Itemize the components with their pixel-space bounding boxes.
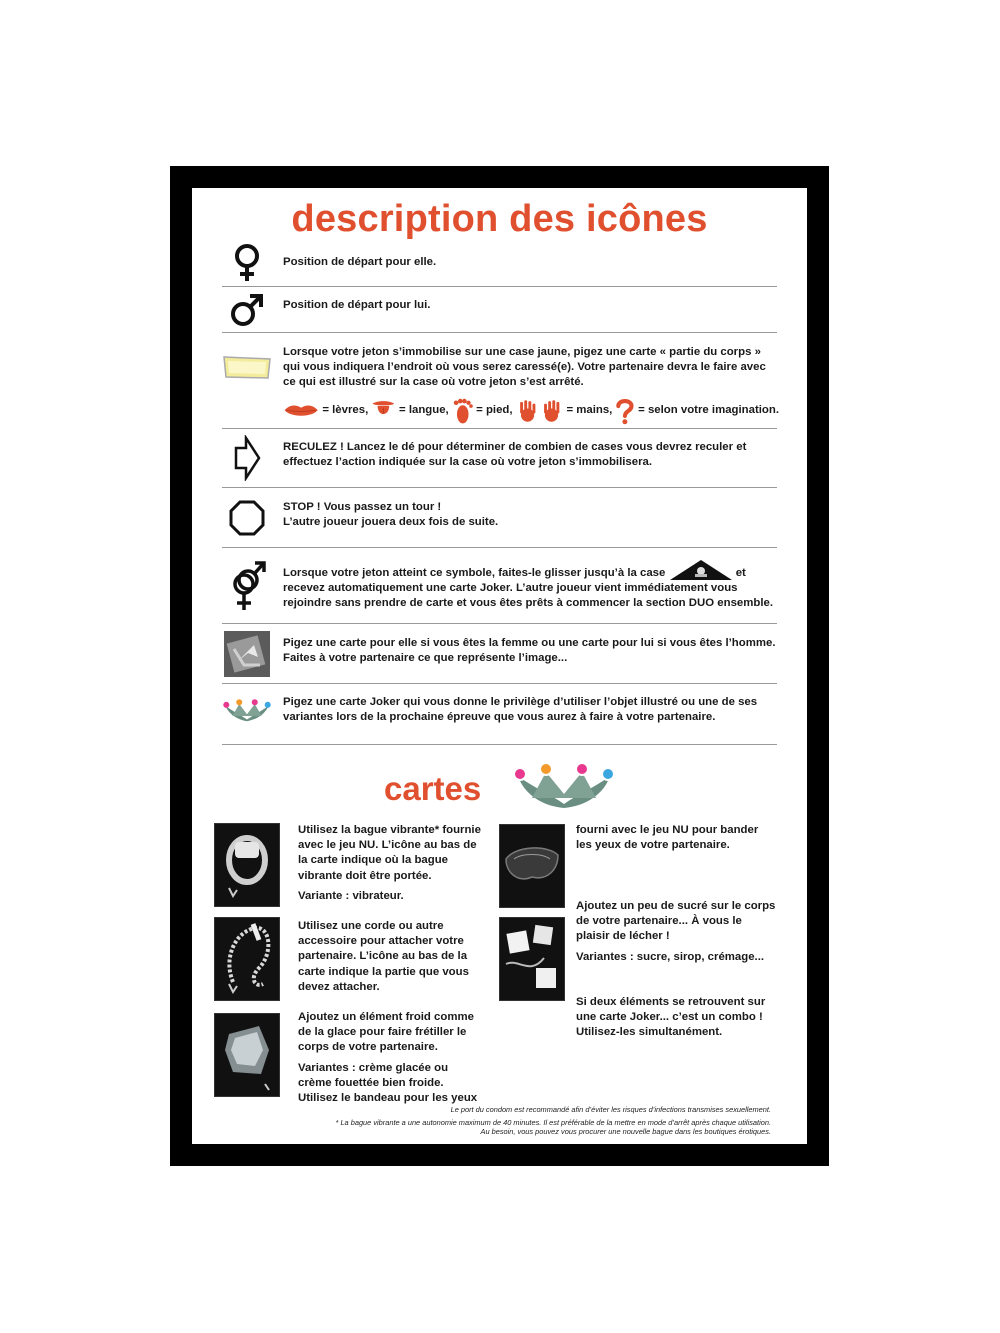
legend-foot: = pied, bbox=[476, 404, 513, 416]
body-part-legend bbox=[283, 395, 779, 427]
footnote-line: Au besoin, vous pouvez vous procurer une nouvelle bague dans les boutiques érotiques. bbox=[480, 1127, 771, 1136]
card-description-ring bbox=[298, 823, 484, 909]
cartes-title: cartes bbox=[384, 770, 482, 807]
duo-text-after: et recevez automatiquement une carte Joker. L’autre joueur vient immédiatement vous rejoindre sans prendre de carte et vous êtes prêts à commencer la section DUO ensemble. bbox=[283, 567, 773, 610]
icon-row-female bbox=[222, 240, 777, 287]
poster-frame bbox=[170, 166, 829, 1166]
icon-row-duo bbox=[222, 548, 777, 624]
card-paragraph: Si deux éléments se retrouvent sur une carte Joker... c’est un combo ! Utilisez-les simultanément. bbox=[576, 996, 766, 1039]
icon-row-yellow-square bbox=[222, 333, 777, 429]
instruction-sheet bbox=[192, 188, 807, 1144]
legend-question: = selon votre imagination. bbox=[638, 404, 779, 416]
icon-description: Pigez une carte pour elle si vous êtes la femme ou une carte pour lui si vous êtes l’homme. bbox=[283, 637, 776, 649]
card-paragraph: Variantes : sucre, sirop, crémage... bbox=[576, 950, 765, 963]
joker-crown-icon bbox=[512, 760, 616, 810]
card-paragraph: Utilisez une corde ou autre accessoire pour attacher votre partenaire. L’icône au bas de la carte indique la partie que vous devez attacher. bbox=[298, 920, 469, 993]
stop-octagon-icon bbox=[229, 500, 265, 536]
legend-lips: = lèvres, bbox=[322, 404, 369, 416]
male-symbol-icon bbox=[228, 291, 266, 329]
rope-image bbox=[214, 917, 280, 1001]
yellow-square-icon bbox=[222, 354, 272, 380]
duo-case-icon bbox=[669, 559, 733, 581]
lips-icon bbox=[283, 401, 319, 421]
question-mark-icon bbox=[615, 395, 635, 427]
icon-row-back-arrow bbox=[222, 429, 777, 488]
card-paragraph: Ajoutez un élément froid comme de la glace pour faire frétiller le corps de votre partenaire. bbox=[298, 1011, 474, 1054]
icon-row-stop bbox=[222, 488, 777, 548]
card-description-combo bbox=[576, 995, 766, 1046]
card-description-ice bbox=[298, 1010, 484, 1111]
duo-text-before: Lorsque votre jeton atteint ce symbole, faites-le glisser jusqu’à la case bbox=[283, 567, 666, 579]
icon-row-joker-crown bbox=[222, 684, 777, 745]
vibrating-ring-image bbox=[214, 823, 280, 907]
card-description-rope bbox=[298, 919, 488, 1000]
legend-tongue: = langue, bbox=[399, 404, 449, 416]
back-arrow-icon bbox=[233, 435, 261, 481]
footnote-ring-battery bbox=[336, 1118, 771, 1136]
foot-icon bbox=[452, 395, 473, 427]
icon-description: STOP ! Vous passez un tour ! bbox=[283, 501, 442, 513]
icon-description: Pigez une carte Joker qui vous donne le privilège d’utiliser l’objet illustré ou une de ses variantes lors de la prochaine épreuve que vous aurez à faire à votre partenaire. bbox=[283, 696, 758, 724]
card-paragraph: Variantes : crème glacée ou crème fouettée bien froide. Utilisez le bandeau pour les yeux bbox=[298, 1061, 478, 1105]
tongue-icon bbox=[371, 396, 396, 426]
icon-description: Position de départ pour lui. bbox=[283, 299, 431, 311]
blindfold-image bbox=[499, 824, 565, 908]
joker-crown-icon bbox=[222, 695, 272, 725]
card-paragraph: Ajoutez un peu de sucré sur le corps de votre partenaire... À vous le plaisir de lécher ! bbox=[576, 900, 776, 943]
card-paragraph: fourni avec le jeu NU pour bander les yeux de votre partenaire. bbox=[576, 824, 759, 852]
hands-icon bbox=[516, 396, 564, 426]
icon-row-male bbox=[222, 287, 777, 333]
icon-description bbox=[283, 559, 779, 612]
footnote-line: * La bague vibrante a une autonomie maximum de 40 minutes. Il est préférable de la mettre en mode d’arrêt après chaque utilisation. bbox=[335, 1118, 771, 1127]
icon-description: Faites à votre partenaire ce que représente l’image... bbox=[283, 652, 568, 665]
duo-symbol-icon bbox=[226, 558, 268, 614]
card-description-blindfold bbox=[576, 823, 776, 858]
card-description-sugar bbox=[576, 899, 776, 970]
card-paragraph: Utilisez la bague vibrante* fournie avec le jeu NU. L’icône au bas de la carte indique où la bague vibrante doit être portée. bbox=[298, 824, 481, 882]
icon-description: Position de départ pour elle. bbox=[283, 256, 437, 268]
icon-row-card-pile bbox=[222, 624, 777, 684]
icon-description: L’autre joueur jouera deux fois de suite. bbox=[283, 516, 499, 529]
legend-hands: = mains, bbox=[566, 404, 613, 416]
page-title: description des icônes bbox=[291, 198, 708, 240]
card-pile-icon bbox=[224, 631, 270, 677]
icon-description: RECULEZ ! Lancez le dé pour déterminer de combien de cases vous devrez reculer et effectuez l’action indiquée sur la case où votre jeton s’immobilisera. bbox=[283, 441, 747, 469]
footnote-condom: Le port du condom est recommandé afin d’éviter les risques d’infections transmises sexuellement. bbox=[450, 1105, 771, 1114]
card-paragraph: Variante : vibrateur. bbox=[298, 889, 404, 902]
female-symbol-icon bbox=[232, 243, 262, 283]
ice-cube-image bbox=[214, 1013, 280, 1097]
icon-description: Lorsque votre jeton s’immobilise sur une case jaune, pigez une carte « partie du corps » qui vous indiquera l’endroit où vous serez caressé(e). Votre partenaire devra le faire avec ce qui est illustré sur la case où votre jeton s’est arrêté. bbox=[283, 346, 766, 389]
sugar-cubes-image bbox=[499, 917, 565, 1001]
